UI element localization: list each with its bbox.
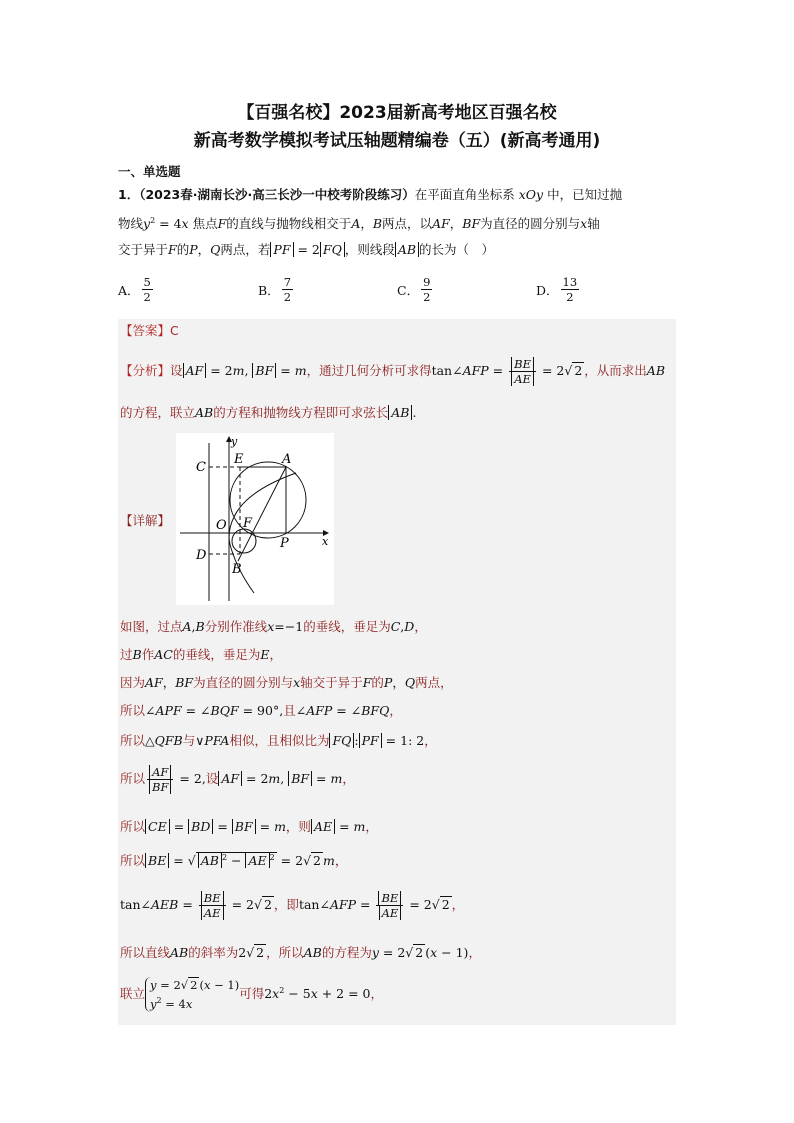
ab-segment [238,467,286,561]
answer-line: 【答案】C [120,323,179,338]
label-a: A [282,452,292,467]
label-p: P [280,536,289,551]
label-b: B [232,562,242,577]
detail-line-10: 所以直线AB的斜率为2√ 2 ，所以AB的方程为y = 2√ 2 (x − 1)， [120,945,481,960]
detail-line-1: 如图，过点A,B分别作准线x=−1的垂线，垂足为C,D， [120,619,427,634]
label-c: C [196,460,206,475]
section-heading: 一、单选题 [118,164,181,179]
detail-line-11: 联立 y = 2√ 2 (x − 1) $y^2 = 4x$ 可得$2x^2 - 5x + 2 = 0$， [120,978,384,1011]
circle-af [230,462,306,538]
parabola-figure [176,433,334,605]
detail-line-2: 过B作AC的垂线，垂足为E， [120,647,282,662]
analysis-line-2: 的方程，联立AB的方程和抛物线方程即可求弦长 AB . [120,405,417,420]
question-source: （2023春·湖南长沙·高三长沙一中校考阶段练习） [139,187,415,202]
detail-line-4: 所以∠APF = ∠BQF = 90°,且∠AFP = ∠BFQ， [120,703,402,718]
option-b[interactable]: B． $\frac{7}{2}$ [258,275,292,304]
option-c[interactable]: C． $\frac{9}{2}$ [397,275,431,304]
label-y: y [231,435,238,448]
document-title-line2: 新高考数学模拟考试压轴题精编卷（五）(新高考通用) [193,131,601,151]
label-f: F [243,516,253,531]
label-x: x [322,535,329,548]
option-a[interactable]: A． $\frac{5}{2}$ [118,275,151,304]
detail-line-7: 所以 CE = BD = BF = m，则 AE = m， [120,819,378,834]
detail-line-6: 所以 $\frac{AF}{BF}$ = 2,设 AF = 2m, BF = m， [120,765,355,794]
answer-options [118,275,678,309]
solution-panel [118,319,676,1025]
analysis-line-1: 【分析】设 AF = 2m, BF = m，通过几何分析可求得tan∠AFP = $\frac{BE}{AE}$ = 2√ 2 ，从而求出AB [120,357,666,386]
geometry-diagram [176,433,334,605]
label-d: D [196,548,207,563]
label-e: E [234,452,244,467]
detail-line-8: 所以 BE = √ AB $^2$ − AE $^2$ = 2√ 2 m， [120,852,348,868]
document-title-line1: 【百强名校】2023届新高考地区百强名校 [237,103,557,123]
question-number: 1． [118,187,140,202]
detail-line-5: 所以△QFB与∨PFA相似，且相似比为 FQ : PF = 1: 2， [120,733,437,748]
detail-line-9: tan∠AEB = $\frac{BE}{AE}$ = 2√ 2 ，即tan∠AFP = $\frac{BE}{AE}$ = 2√ 2 ， [120,891,465,920]
detail-line-3: 因为AF，BF为直径的圆分别与x轴交于异于F的P，Q两点， [120,675,453,690]
question-stem: 1．（2023春·湖南长沙·高三长沙一中校考阶段练习）在平面直角坐标系 xOy 中，已知过抛 物线$y^2 = 4x$ 焦点F的直线与抛物线相交于A，B两点，以AF，BF为直径的圆分别与x轴 交于异于F的P，Q两点，若 PF = 2 FQ ，则线段 AB 的长为（ ） [118,187,623,258]
detail-tag: 【详解】 [120,513,171,528]
option-d[interactable]: D． $\frac{13}{2}$ [536,275,578,304]
label-o: O [216,518,227,533]
